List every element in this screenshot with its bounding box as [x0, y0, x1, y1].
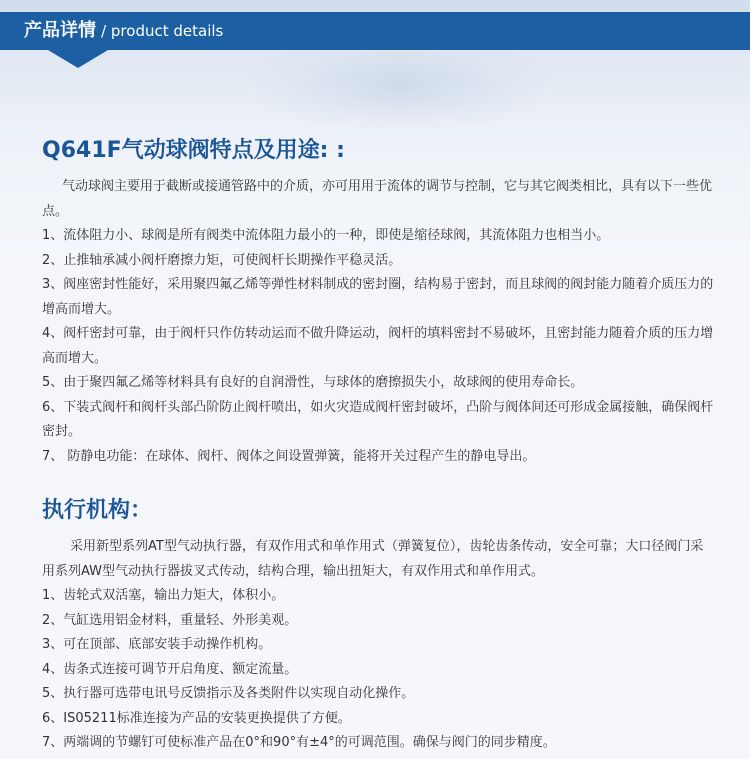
section1-item: 2、止推轴承减小阀杆磨擦力矩，可使阀杆长期操作平稳灵活。 — [42, 252, 402, 268]
section1-title: Q641F气动球阀特点及用途: : — [42, 138, 345, 163]
header-title-en: / product details — [101, 22, 224, 40]
section1-item: 3、阀座密封性能好，采用聚四氟乙烯等弹性材料制成的密封圈，结构易于密封，而且球阀的阀封能力随着介质压力的增高而增大。 — [42, 277, 714, 317]
section2-title: 执行机构： — [42, 498, 153, 523]
section2-item: 5、执行器可选带电讯号反馈指示及各类附件以实现自动化操作。 — [42, 686, 415, 701]
section1-item: 7、 防静电功能：在球体、阀杆、阀体之间设置弹簧，能将开关过程产生的静电导出。 — [42, 448, 536, 464]
section2-intro: 采用新型系列AT型气动执行器，有双作用式和单作用式（弹簧复位），齿轮齿条传动，安全可靠；大口径阀门采用系列AW型气动执行器拔叉式传动，结构合理，输出扭矩大，有双作用式和单作用式。 — [42, 539, 704, 579]
section2-item: 7、两端调的节螺钉可使标准产品在0°和90°有±4°的可调范围。确保与阀门的同步精度。 — [42, 735, 556, 750]
section1-body — [42, 175, 714, 469]
section2-body — [42, 535, 714, 756]
header-title-cn: 产品详情 — [24, 20, 96, 41]
section1-item: 4、阀杆密封可靠，由于阀杆只作仿转动运而不做升降运动，阀杆的填料密封不易破坏，且密封能力随着介质的压力增高而增大。 — [42, 326, 714, 366]
section2-item: 6、IS05211标准连接为产品的安装更换提供了方便。 — [42, 710, 351, 726]
section1-item: 6、下装式阀杆和阀杆头部凸阶防止阀杆喷出，如火灾造成阀杆密封破坏，凸阶与阀体间还可形成金属接触，确保阀杆密封。 — [42, 399, 714, 439]
section1-item: 1、流体阻力小、球阀是所有阀类中流体阻力最小的一种，即使是缩径球阀，其流体阻力也相当小。 — [42, 228, 610, 243]
section1-intro: 气动球阀主要用于截断或接通管路中的介质，亦可用用于流体的调节与控制，它与其它阀类相比，具有以下一些优点。 — [42, 179, 713, 219]
background-watermark — [250, 40, 550, 130]
section2-item: 4、齿条式连接可调节开启角度、额定流量。 — [42, 661, 298, 677]
section-header-title — [24, 18, 223, 44]
section2-item: 3、可在顶部、底部安装手动操作机构。 — [42, 637, 272, 652]
header-notch-arrow — [48, 50, 108, 68]
section2-item: 1、齿轮式双活塞，输出力矩大，体积小。 — [42, 588, 285, 603]
section2-item: 2、气缸选用铝金材料，重量轻、外形美观。 — [42, 612, 298, 628]
section1-item: 5、由于聚四氟乙烯等材料具有良好的自润滑性，与球体的磨擦损失小，故球阀的使用寿命长。 — [42, 375, 584, 390]
